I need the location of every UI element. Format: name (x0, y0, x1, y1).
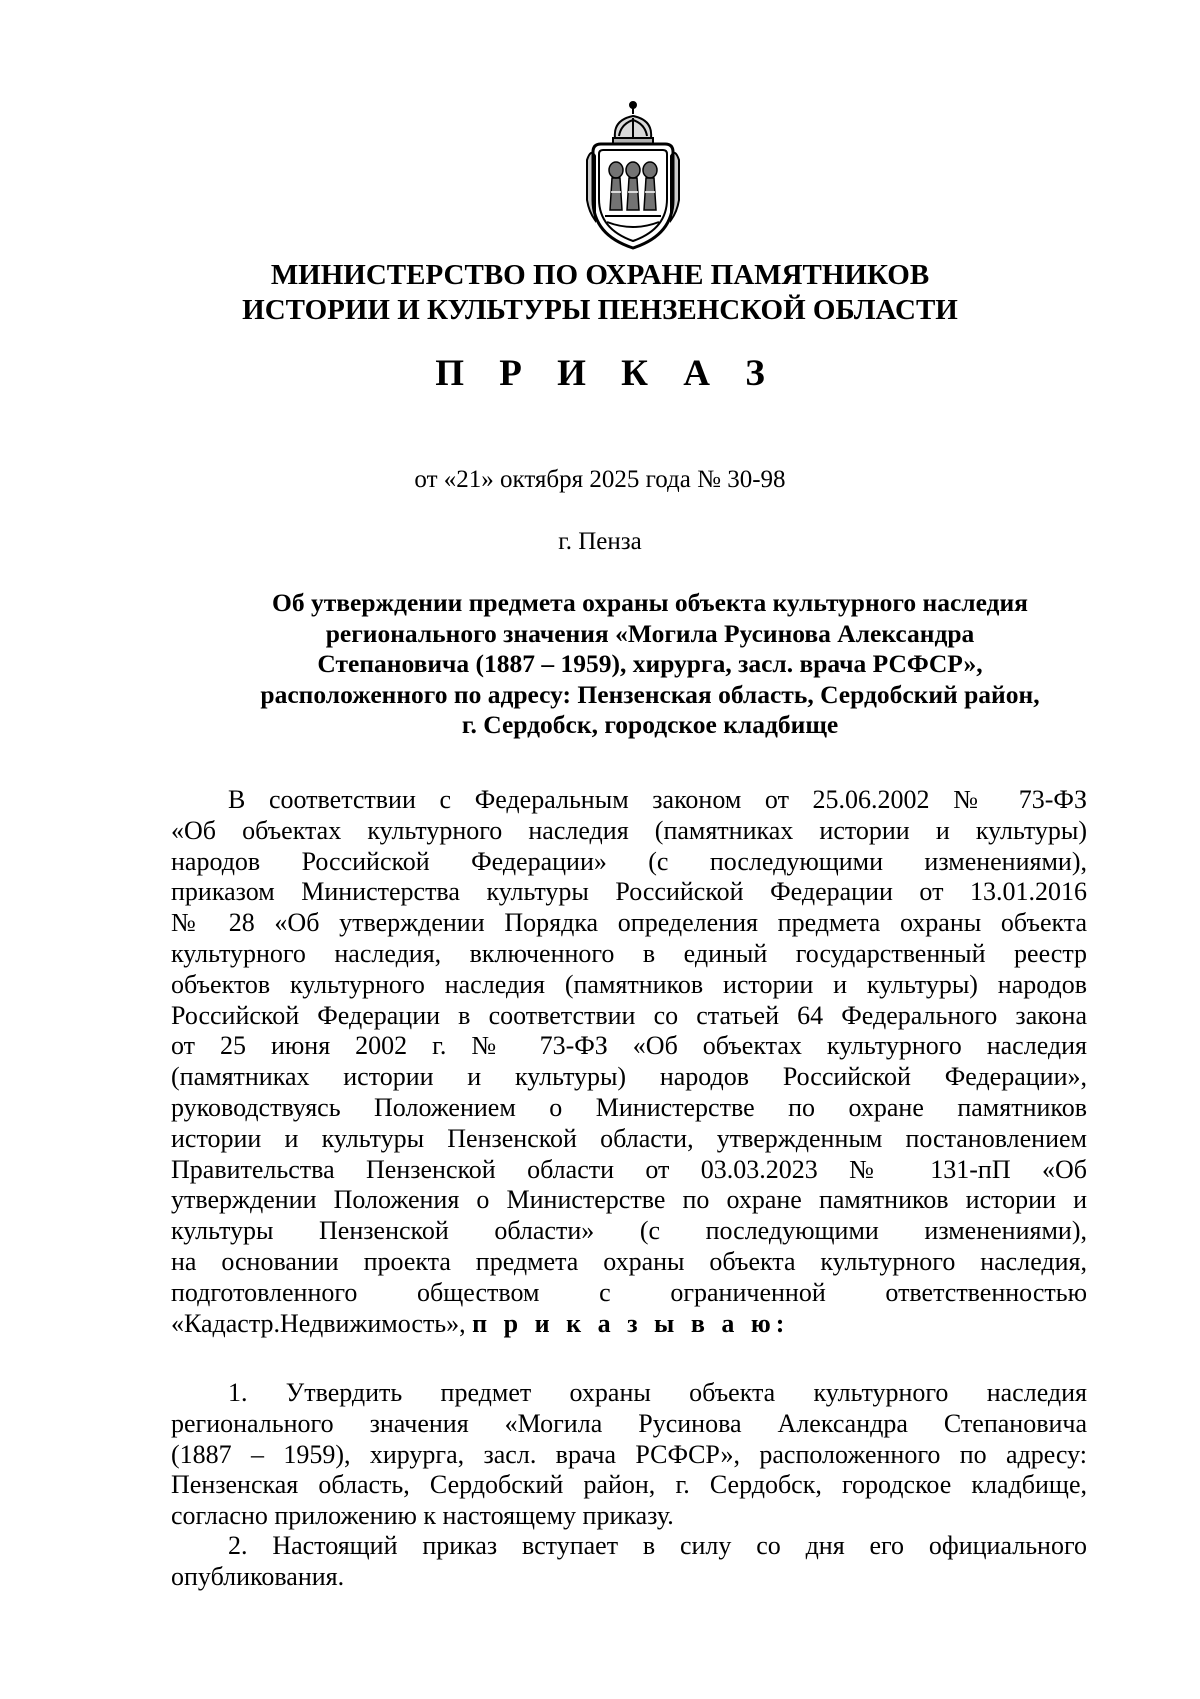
preamble-line: № 28 «Об утверждении Порядка определения предмета охраны объекта (171, 908, 1087, 938)
preamble-line: подготовленного обществом с ограниченной ответственностью (171, 1277, 1087, 1307)
subject-line: расположенного по адресу: Пензенская область, Сердобский район, (260, 679, 1040, 709)
ministry-name-line2: ИСТОРИИ И КУЛЬТУРЫ ПЕНЗЕНСКОЙ ОБЛАСТИ (242, 294, 958, 326)
preamble-line: руководствуясь Положением о Министерстве по охране памятников (171, 1092, 1087, 1122)
order-date-number: от «21» октября 2025 года № 30-98 (414, 466, 786, 493)
preamble-line: культурного наследия, включенного в единый государственный реестр (171, 938, 1087, 968)
item-line: Пензенская область, Сердобский район, г. Сердобск, городское кладбище, (171, 1470, 1087, 1500)
preamble-line: от 25 июня 2002 г. № 73-ФЗ «Об объектах культурного наследия (171, 1031, 1087, 1061)
preamble-line: народов Российской Федерации» (с последующими изменениями), (171, 846, 1087, 876)
preamble-line: «Об объектах культурного наследия (памятниках истории и культуры) (171, 815, 1087, 845)
preamble-line: истории и культуры Пензенской области, утвержденным постановлением (171, 1123, 1087, 1153)
preamble-last-line (171, 1309, 1087, 1340)
order-subject (210, 588, 1090, 741)
document-type-title: П Р И К А З (435, 353, 778, 394)
ministry-name-line1: МИНИСТЕРСТВО ПО ОХРАНЕ ПАМЯТНИКОВ (270, 259, 930, 291)
preamble-line: Российской Федерации в соответствии со статьей 64 Федерального закона (171, 1000, 1087, 1030)
preamble-line: В соответствии с Федеральным законом от 25.06.2002 № 73-ФЗ (228, 785, 1087, 814)
item-line: опубликования. (171, 1561, 345, 1591)
subject-line: г. Сердобск, городское кладбище (461, 710, 839, 739)
preamble-line: объектов культурного наследия (памятников истории и культуры) народов (171, 969, 1087, 999)
preamble-line: на основании проекта предмета охраны объекта культурного наследия, (171, 1246, 1087, 1276)
coat-of-arms-emblem (585, 100, 681, 252)
subject-line: регионального значения «Могила Русинова Александра (325, 618, 975, 648)
preamble-line: приказом Министерства культуры Российской Федерации от 13.01.2016 (171, 877, 1087, 907)
preamble-line: Правительства Пензенской области от 03.03.2023 № 131-пП «Об (171, 1154, 1087, 1184)
subject-line: Степановича (1887 – 1959), хирурга, засл. врача РСФСР», (317, 649, 983, 678)
subject-line: Об утверждении предмета охраны объекта культурного наследия (272, 588, 1028, 617)
item-line: (1887 – 1959), хирурга, засл. врача РСФСР», расположенного по адресу: (171, 1439, 1087, 1469)
item-2-paragraph (171, 1531, 1087, 1593)
order-city: г. Пенза (558, 528, 642, 555)
item-line: согласно приложению к настоящему приказу. (171, 1501, 674, 1531)
preamble-line: культуры Пензенской области» (с последующими изменениями), (171, 1216, 1087, 1246)
item-line: 1. Утвердить предмет охраны объекта культурного наследия (228, 1378, 1087, 1407)
preamble-line: утверждении Положения о Министерстве по охране памятников истории и (171, 1185, 1087, 1215)
item-line: 2. Настоящий приказ вступает в силу со дня его официального (228, 1531, 1087, 1560)
order-word: п р и к а з ы в а ю: (472, 1308, 790, 1338)
preamble-paragraph (171, 785, 1087, 1339)
preamble-line: (памятниках истории и культуры) народов Российской Федерации», (171, 1062, 1087, 1092)
preamble-last-text: «Кадастр.Недвижимость», (171, 1308, 466, 1338)
item-1-paragraph (171, 1378, 1087, 1532)
item-line: регионального значения «Могила Русинова Александра Степановича (171, 1408, 1087, 1438)
